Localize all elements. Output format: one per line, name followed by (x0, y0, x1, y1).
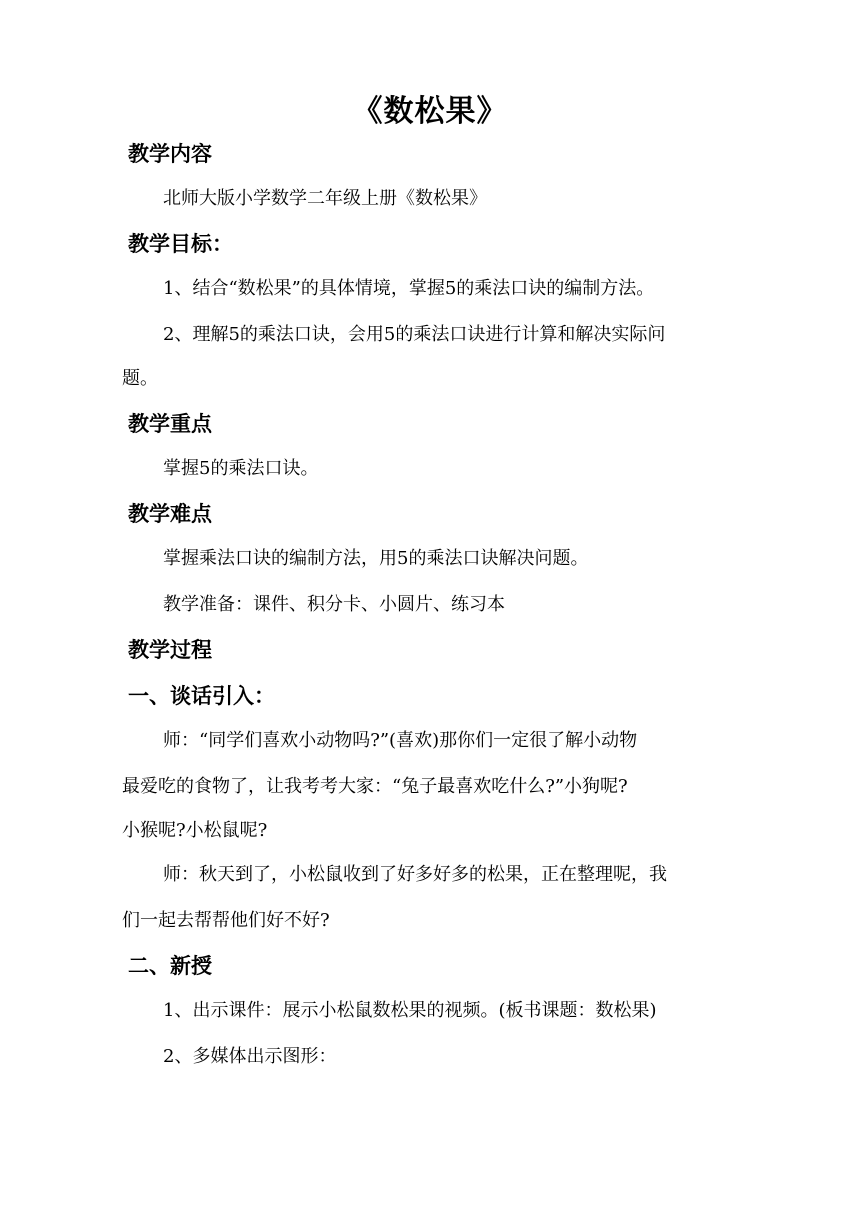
dialog-1-line-3: 小猴呢?小松鼠呢? (122, 820, 268, 841)
key-points-text: 掌握5的乘法口诀。 (163, 458, 319, 479)
goal-1: 1、结合“数松果”的具体情境，掌握5的乘法口诀的编制方法。 (163, 278, 655, 299)
dialog-1-line-2: 最爱吃的食物了，让我考考大家：“兔子最喜欢吃什么?”小狗呢? (122, 776, 628, 797)
heading-teaching-goals: 教学目标： (128, 232, 233, 256)
heading-part-1: 一、谈话引入： (128, 684, 275, 708)
difficult-points-text: 掌握乘法口诀的编制方法，用5的乘法口诀解决问题。 (163, 548, 589, 569)
teaching-preparation: 教学准备：课件、积分卡、小圆片、练习本 (163, 594, 505, 615)
dialog-1-line-1: 师：“同学们喜欢小动物吗?”(喜欢)那你们一定很了解小动物 (163, 730, 638, 751)
goal-2-line-2: 题。 (122, 368, 158, 389)
heading-teaching-content: 教学内容 (128, 142, 212, 166)
heading-part-2: 二、新授 (128, 954, 212, 978)
new-lesson-step-2: 2、多媒体出示图形： (163, 1046, 337, 1067)
goal-2-line-1: 2、理解5的乘法口诀，会用5的乘法口诀进行计算和解决实际问 (163, 324, 666, 345)
heading-key-points: 教学重点 (128, 412, 212, 436)
dialog-2-line-2: 们一起去帮帮他们好不好? (122, 910, 330, 931)
heading-teaching-process: 教学过程 (128, 638, 212, 662)
document-title: 《数松果》 (352, 94, 508, 129)
heading-difficult-points: 教学难点 (128, 502, 212, 526)
teaching-content-text: 北师大版小学数学二年级上册《数松果》 (163, 188, 487, 209)
new-lesson-step-1: 1、出示课件：展示小松鼠数松果的视频。(板书课题：数松果) (163, 1000, 657, 1021)
dialog-2-line-1: 师：秋天到了，小松鼠收到了好多好多的松果，正在整理呢，我 (163, 864, 667, 885)
